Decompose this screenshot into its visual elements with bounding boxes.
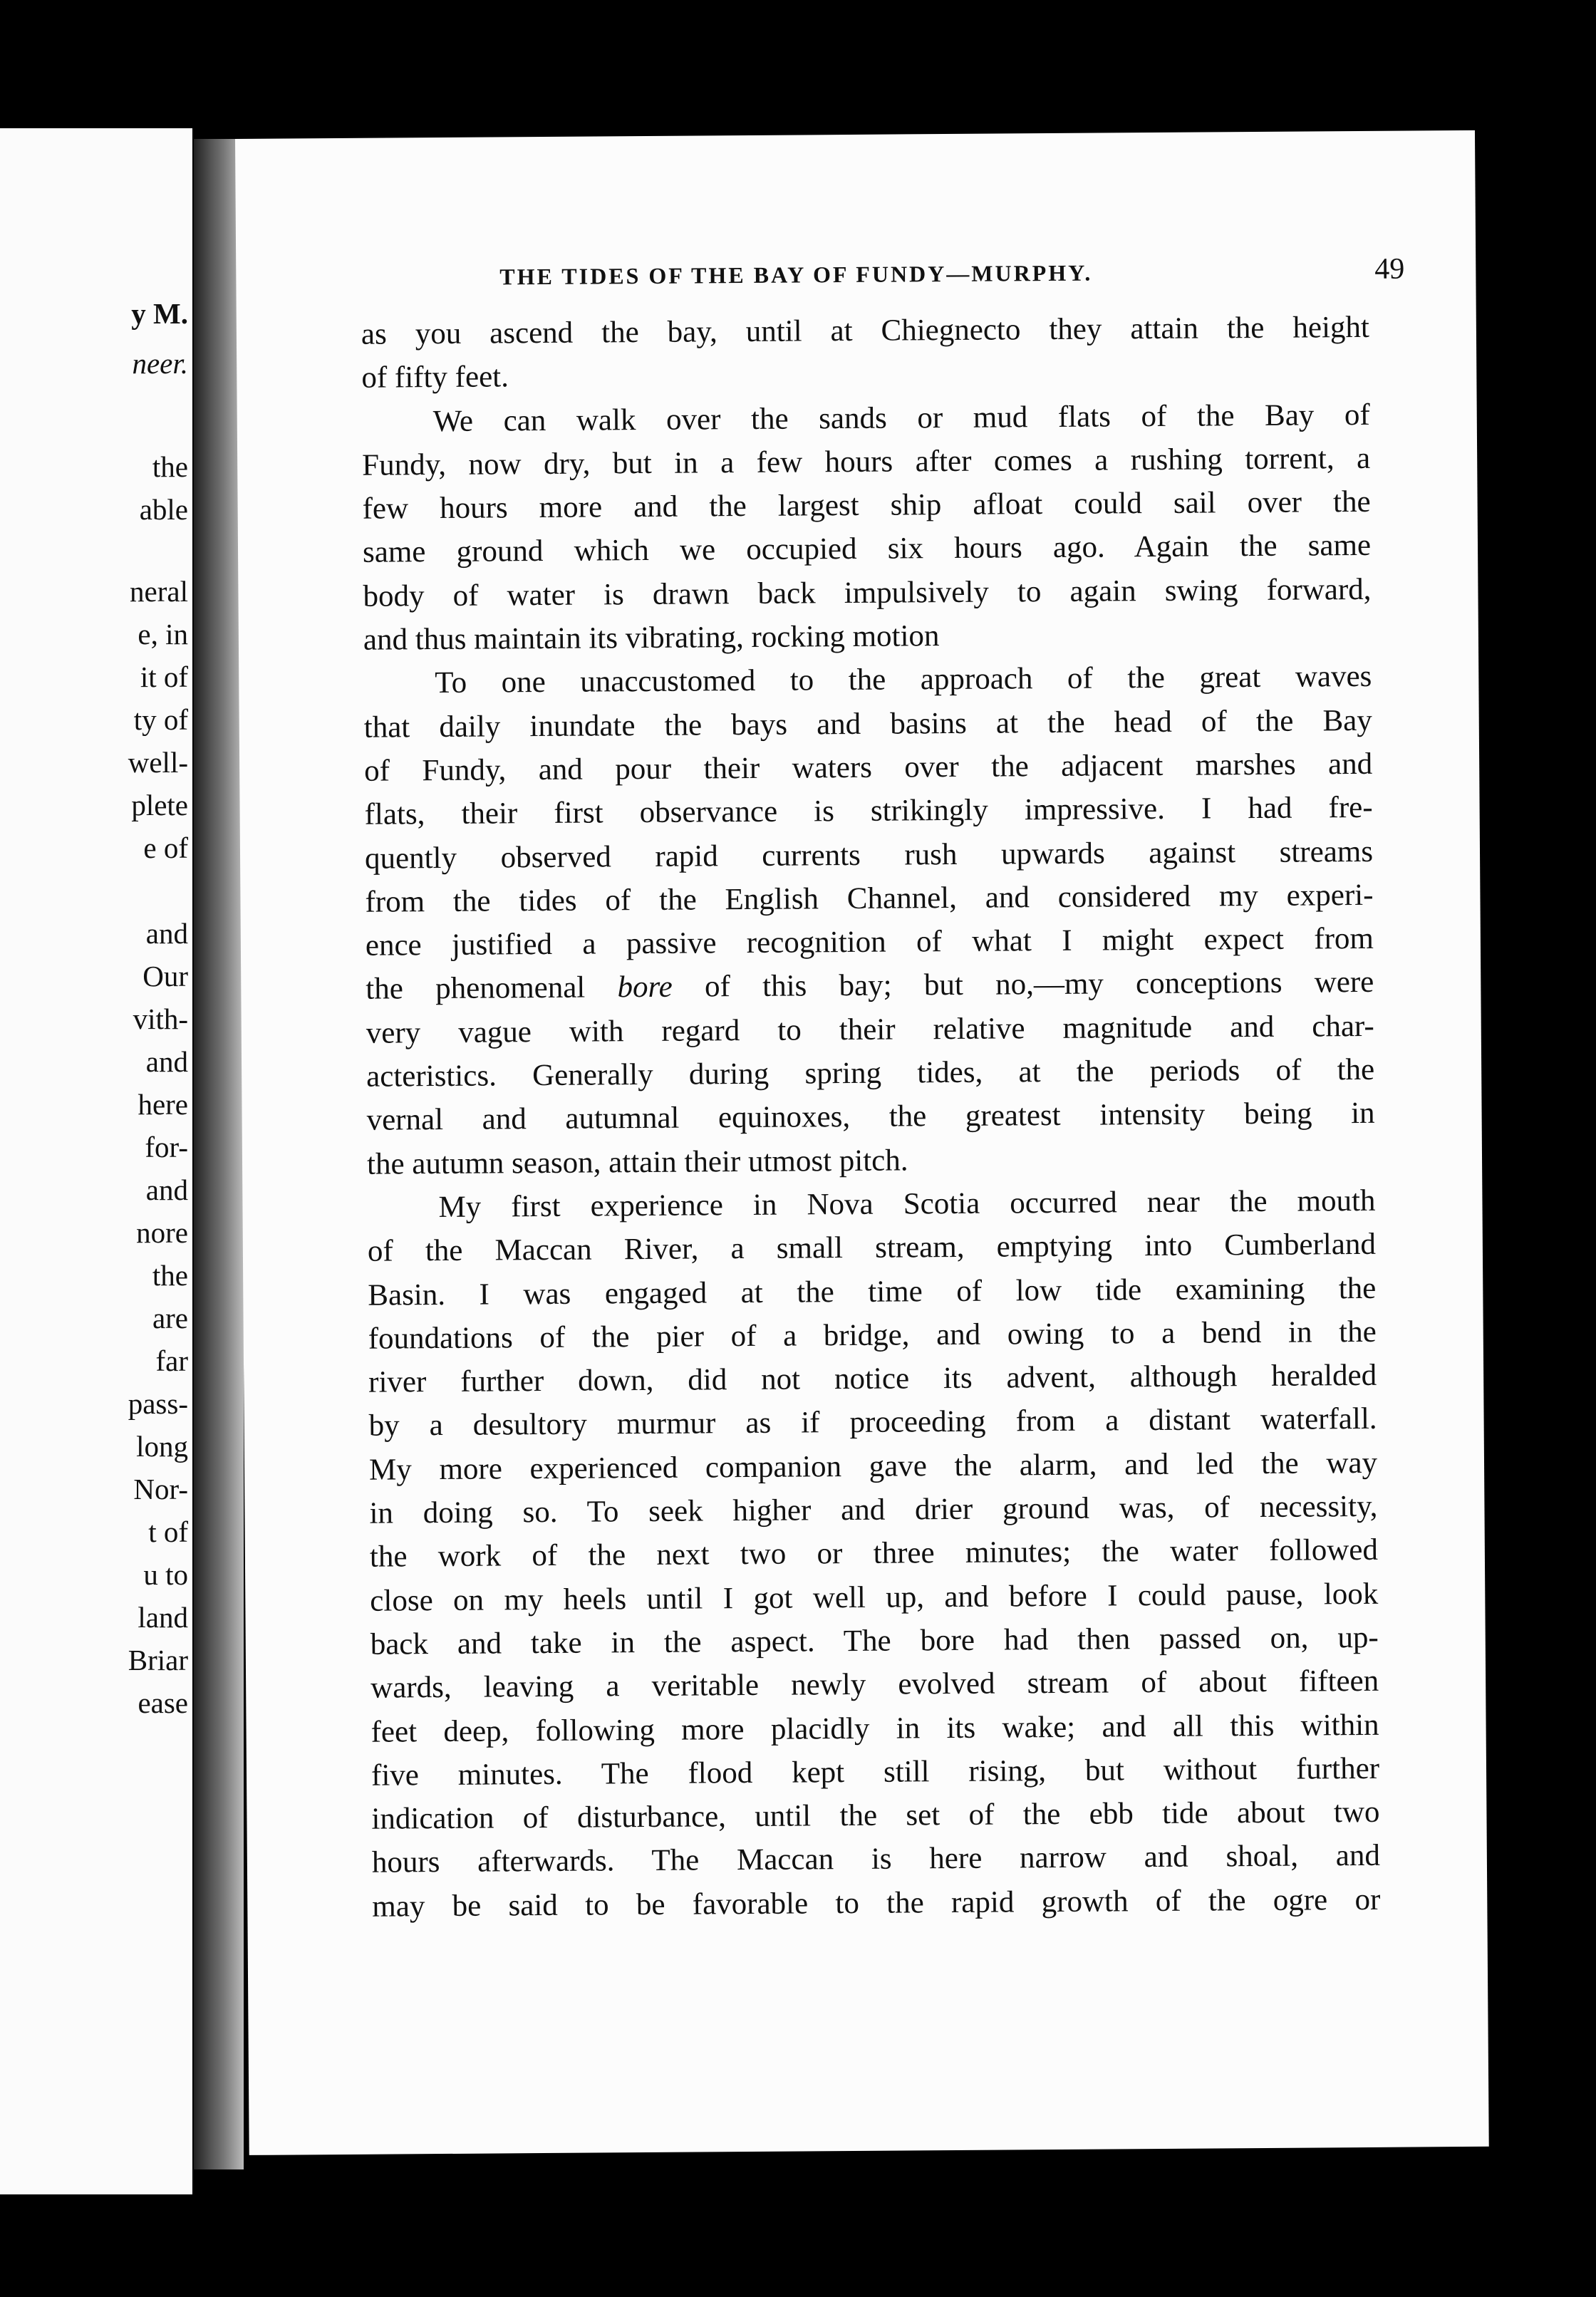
facing-page-line: e, in: [138, 618, 188, 650]
facing-page-line: well-: [128, 746, 188, 779]
text-line: indication of disturbance, until the set of the ebb tide about two: [371, 1795, 1380, 1836]
text-line: vernal and autumnal equinoxes, the greatest intensity being in: [366, 1096, 1375, 1138]
text-line: body of water is drawn back impulsively to again swing forward,: [363, 572, 1372, 613]
text-line: river further down, did not notice its advent, although heralded: [368, 1358, 1377, 1399]
facing-page-line: plete: [131, 789, 188, 821]
text-line: My first experience in Nova Scotia occurred near the mouth: [438, 1183, 1376, 1224]
facing-page-line: nore: [136, 1216, 188, 1249]
text-line: that daily inundate the bays and basins at the head of the Bay: [363, 703, 1372, 745]
facing-page-line: vith-: [133, 1002, 188, 1035]
page-header: [499, 252, 1404, 293]
text-line: quently observed rapid currents rush upwards against streams: [364, 834, 1374, 876]
facing-page-line: the: [152, 450, 188, 483]
text-line: of Fundy, and pour their waters over the adjacent marshes and: [364, 747, 1373, 788]
text-line: hours afterwards. The Maccan is here narrow and shoal, and: [371, 1839, 1381, 1880]
text-line: five minutes. The flood kept still rising, but without further: [370, 1751, 1380, 1793]
text-line: foundations of the pier of a bridge, and owing to a bend in the: [368, 1315, 1377, 1356]
facing-page-line: u to: [143, 1558, 188, 1591]
facing-page-line: Our: [142, 960, 188, 992]
book-page: [235, 130, 1489, 2155]
text-line: very vague with regard to their relative magnitude and char-: [366, 1009, 1374, 1050]
facing-page-line: ty of: [133, 703, 188, 736]
text-line: Basin. I was engaged at the time of low tide examining the: [368, 1271, 1377, 1312]
facing-page-line: t of: [148, 1515, 188, 1548]
facing-page-line: the: [152, 1259, 188, 1292]
body-text: [361, 306, 1381, 1929]
facing-page-line: Nor-: [133, 1473, 188, 1505]
text-line: as you ascend the bay, until at Chiegnecto they attain the height: [361, 310, 1370, 351]
facing-page-line: neral: [130, 575, 188, 608]
text-line: Fundy, now dry, but in a few hours after comes a rushing torrent, a: [362, 441, 1371, 482]
facing-page-line: and: [145, 917, 188, 950]
text-line: feet deep, following more placidly in its wake; and all this within: [370, 1708, 1379, 1749]
text-line: My more experienced companion gave the alarm, and led the way: [368, 1446, 1378, 1487]
text-line: wards, leaving a veritable newly evolved stream of about fifteen: [370, 1664, 1379, 1705]
facing-page-line: and: [145, 1173, 188, 1206]
text-line: of fifty feet.: [361, 360, 509, 395]
text-line: few hours more and the largest ship afloat could sail over the: [362, 485, 1371, 526]
text-line: back and take in the aspect. The bore had then passed on, up-: [370, 1620, 1379, 1661]
text-line: flats, their first observance is strikingly impressive. I had fre-: [364, 791, 1373, 832]
facing-page-line: pass-: [128, 1387, 188, 1420]
text-line: may be said to be favorable to the rapid growth of the ogre or: [372, 1882, 1381, 1924]
text-line: the work of the next two or three minutes; the water followed: [369, 1533, 1379, 1575]
running-head: THE TIDES OF THE BAY OF FUNDY—MURPHY.: [499, 259, 1093, 290]
text-line: by a desultory murmur as if proceeding from a distant waterfall.: [368, 1402, 1377, 1443]
text-line: of the Maccan River, a small stream, emptying into Cumberland: [367, 1228, 1377, 1268]
facing-page-fragment: [0, 128, 192, 2194]
facing-page-line: Briar: [128, 1644, 188, 1676]
facing-page-line: long: [136, 1430, 188, 1463]
text-line: in doing so. To seek higher and drier ground was, of necessity,: [369, 1489, 1378, 1530]
text-line: and thus maintain its vibrating, rocking motion: [363, 619, 940, 657]
text-line: from the tides of the English Channel, and considered my experi-: [365, 878, 1374, 919]
facing-page-line: neer.: [132, 347, 188, 380]
page-number: 49: [1374, 252, 1405, 286]
facing-page-line: e of: [143, 831, 188, 864]
text-line: same ground which we occupied six hours ago. Again the same: [362, 529, 1372, 570]
text-line: ence justified a passive recognition of what I might expect from: [365, 922, 1374, 963]
text-line: the phenomenal bore of this bay; but no,—my conceptions were: [366, 965, 1374, 1007]
text-line: We can walk over the sands or mud flats of the Bay of: [432, 398, 1370, 438]
facing-page-line: and: [145, 1045, 188, 1078]
text-line: close on my heels until I got well up, and before I could pause, look: [370, 1577, 1379, 1618]
facing-page-line: are: [152, 1302, 188, 1334]
text-line: acteristics. Generally during spring tides, at the periods of the: [366, 1052, 1375, 1094]
text-line: To one unaccustomed to the approach of the great waves: [435, 660, 1372, 700]
facing-page-line: ease: [138, 1686, 188, 1719]
facing-page-line: y M.: [131, 297, 188, 330]
facing-page-line: for-: [145, 1131, 188, 1163]
text-line: the autumn season, attain their utmost pitch.: [366, 1144, 908, 1181]
facing-page-line: land: [138, 1601, 188, 1634]
facing-page-line: it of: [140, 660, 188, 693]
facing-page-line: able: [139, 493, 188, 526]
facing-page-line: far: [155, 1344, 188, 1377]
book-gutter: [194, 139, 244, 2169]
facing-page-line: here: [138, 1088, 188, 1121]
